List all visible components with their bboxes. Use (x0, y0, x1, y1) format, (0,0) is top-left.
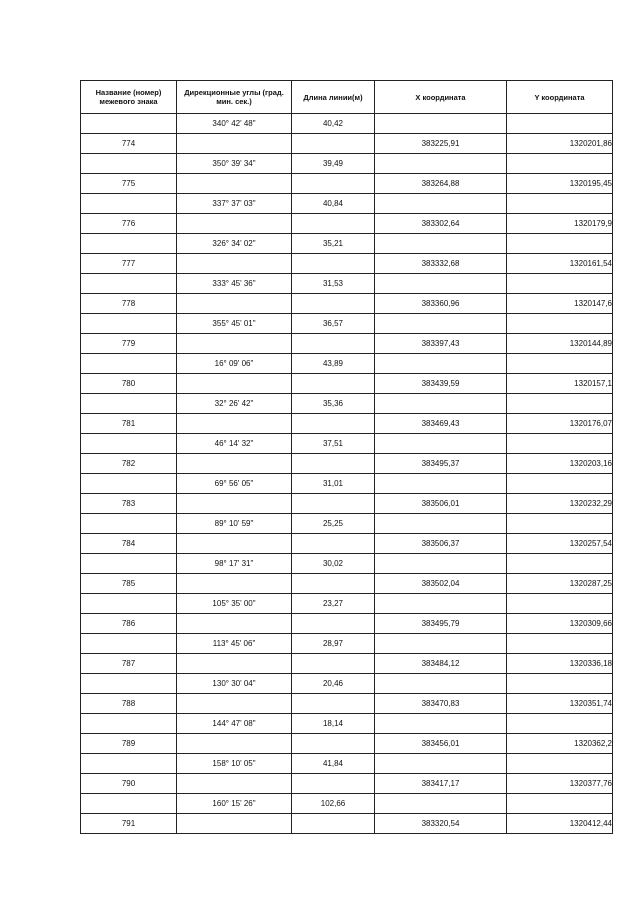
cell-length (292, 734, 375, 754)
cell-x: 383506,37 (375, 534, 507, 554)
cell-length: 25,25 (292, 514, 375, 534)
table-row-segment (81, 634, 613, 654)
cell-x (375, 754, 507, 774)
cell-x: 383439,59 (375, 374, 507, 394)
table-row-segment (81, 394, 613, 414)
cell-sign: 774 (81, 134, 177, 154)
cell-x: 383470,83 (375, 694, 507, 714)
table-row-point (81, 334, 613, 354)
cell-sign: 778 (81, 294, 177, 314)
cell-y: 1320144,89 (507, 334, 613, 354)
cell-x: 383302,64 (375, 214, 507, 234)
cell-sign (81, 154, 177, 174)
cell-sign: 789 (81, 734, 177, 754)
cell-angle (177, 574, 292, 594)
table-row-segment (81, 714, 613, 734)
cell-length (292, 414, 375, 434)
cell-angle: 130° 30' 04" (177, 674, 292, 694)
cell-length (292, 494, 375, 514)
cell-sign (81, 674, 177, 694)
table-row-point (81, 774, 613, 794)
cell-x (375, 634, 507, 654)
cell-y (507, 594, 613, 614)
cell-angle: 69° 56' 05" (177, 474, 292, 494)
cell-sign (81, 394, 177, 414)
cell-length (292, 654, 375, 674)
cell-angle (177, 654, 292, 674)
cell-y (507, 194, 613, 214)
cell-y: 1320195,45 (507, 174, 613, 194)
cell-angle: 16° 09' 06" (177, 354, 292, 374)
cell-y (507, 514, 613, 534)
cell-angle: 98° 17' 31" (177, 554, 292, 574)
cell-length (292, 334, 375, 354)
cell-x (375, 714, 507, 734)
header-x: X координата (375, 81, 507, 114)
table-row-segment (81, 594, 613, 614)
cell-y: 1320377,76 (507, 774, 613, 794)
cell-sign (81, 514, 177, 534)
cell-angle (177, 294, 292, 314)
cell-sign (81, 754, 177, 774)
cell-x: 383264,88 (375, 174, 507, 194)
table-row-segment (81, 554, 613, 574)
table-row-segment (81, 314, 613, 334)
table-row-segment (81, 514, 613, 534)
cell-y: 1320147,6 (507, 294, 613, 314)
cell-sign: 776 (81, 214, 177, 234)
cell-x (375, 314, 507, 334)
cell-y: 1320157,1 (507, 374, 613, 394)
cell-sign: 783 (81, 494, 177, 514)
cell-y: 1320362,2 (507, 734, 613, 754)
cell-y: 1320412,44 (507, 814, 613, 834)
cell-sign (81, 194, 177, 214)
cell-y: 1320179,9 (507, 214, 613, 234)
cell-sign: 780 (81, 374, 177, 394)
cell-x: 383495,79 (375, 614, 507, 634)
cell-sign (81, 434, 177, 454)
cell-y: 1320201,86 (507, 134, 613, 154)
cell-y (507, 234, 613, 254)
cell-angle (177, 214, 292, 234)
cell-length (292, 254, 375, 274)
cell-length: 37,51 (292, 434, 375, 454)
table-row-point (81, 494, 613, 514)
cell-x (375, 234, 507, 254)
cell-sign (81, 234, 177, 254)
cell-length (292, 174, 375, 194)
cell-y (507, 754, 613, 774)
table-row-segment (81, 194, 613, 214)
cell-x: 383320,54 (375, 814, 507, 834)
cell-sign (81, 314, 177, 334)
cell-sign: 787 (81, 654, 177, 674)
cell-length (292, 294, 375, 314)
header-sign: Название (номер) межевого знака (81, 81, 177, 114)
cell-angle (177, 254, 292, 274)
cell-length (292, 454, 375, 474)
table-row-point (81, 574, 613, 594)
cell-sign (81, 474, 177, 494)
cell-x (375, 554, 507, 574)
cell-length (292, 574, 375, 594)
cell-x: 383469,43 (375, 414, 507, 434)
cell-sign: 777 (81, 254, 177, 274)
cell-length: 31,01 (292, 474, 375, 494)
cell-angle (177, 414, 292, 434)
cell-length: 40,84 (292, 194, 375, 214)
cell-angle: 350° 39' 34" (177, 154, 292, 174)
cell-x: 383495,37 (375, 454, 507, 474)
cell-sign: 790 (81, 774, 177, 794)
table-header-row (81, 81, 613, 114)
cell-x (375, 154, 507, 174)
cell-sign (81, 114, 177, 134)
cell-y (507, 674, 613, 694)
cell-sign: 788 (81, 694, 177, 714)
cell-x (375, 674, 507, 694)
cell-y: 1320257,54 (507, 534, 613, 554)
cell-y (507, 554, 613, 574)
table-row-point (81, 134, 613, 154)
cell-length: 18,14 (292, 714, 375, 734)
cell-length: 35,36 (292, 394, 375, 414)
cell-x: 383332,68 (375, 254, 507, 274)
cell-sign: 779 (81, 334, 177, 354)
cell-sign: 785 (81, 574, 177, 594)
cell-x: 383225,91 (375, 134, 507, 154)
cell-sign: 781 (81, 414, 177, 434)
table-row-point (81, 254, 613, 274)
table-row-segment (81, 354, 613, 374)
cell-length (292, 134, 375, 154)
cell-angle: 340° 42' 48" (177, 114, 292, 134)
cell-angle (177, 774, 292, 794)
cell-angle: 46° 14' 32" (177, 434, 292, 454)
cell-angle (177, 534, 292, 554)
cell-x (375, 274, 507, 294)
cell-length (292, 814, 375, 834)
cell-x: 383502,04 (375, 574, 507, 594)
cell-sign: 782 (81, 454, 177, 474)
cell-length: 39,49 (292, 154, 375, 174)
table-row-point (81, 654, 613, 674)
cell-x (375, 354, 507, 374)
cell-x: 383484,12 (375, 654, 507, 674)
coordinates-table (80, 80, 613, 834)
cell-angle: 89° 10' 59" (177, 514, 292, 534)
table-row-segment (81, 674, 613, 694)
cell-angle: 337° 37' 03" (177, 194, 292, 214)
header-length: Длина линии(м) (292, 81, 375, 114)
header-angle: Дирекционные углы (град. мин. сек.) (177, 81, 292, 114)
table-row-point (81, 534, 613, 554)
cell-x (375, 474, 507, 494)
cell-angle: 333° 45' 36" (177, 274, 292, 294)
cell-y: 1320336,18 (507, 654, 613, 674)
cell-length (292, 694, 375, 714)
cell-sign: 786 (81, 614, 177, 634)
cell-y (507, 434, 613, 454)
table-row-point (81, 614, 613, 634)
cell-x (375, 434, 507, 454)
cell-length: 41,84 (292, 754, 375, 774)
cell-y: 1320351,74 (507, 694, 613, 714)
cell-angle: 113° 45' 06" (177, 634, 292, 654)
cell-length: 102,66 (292, 794, 375, 814)
cell-x (375, 394, 507, 414)
cell-angle (177, 614, 292, 634)
cell-y (507, 354, 613, 374)
cell-angle: 160° 15' 26" (177, 794, 292, 814)
cell-y (507, 634, 613, 654)
table-row-segment (81, 274, 613, 294)
table-row-point (81, 694, 613, 714)
cell-sign (81, 714, 177, 734)
cell-angle (177, 694, 292, 714)
cell-x (375, 794, 507, 814)
table-row-point (81, 294, 613, 314)
cell-x: 383360,96 (375, 294, 507, 314)
cell-y (507, 154, 613, 174)
cell-x: 383397,43 (375, 334, 507, 354)
header-y: Y координата (507, 81, 613, 114)
cell-length: 36,57 (292, 314, 375, 334)
table-row-segment (81, 154, 613, 174)
table-row-point (81, 174, 613, 194)
cell-angle: 144° 47' 08" (177, 714, 292, 734)
cell-sign (81, 274, 177, 294)
cell-sign (81, 634, 177, 654)
cell-sign (81, 554, 177, 574)
cell-length (292, 374, 375, 394)
cell-y (507, 474, 613, 494)
cell-sign: 775 (81, 174, 177, 194)
cell-sign (81, 354, 177, 374)
cell-x (375, 194, 507, 214)
cell-angle (177, 334, 292, 354)
cell-length (292, 534, 375, 554)
table-row-point (81, 414, 613, 434)
cell-angle: 326° 34' 02" (177, 234, 292, 254)
cell-sign (81, 594, 177, 614)
document-page (80, 80, 612, 834)
cell-length (292, 774, 375, 794)
cell-y (507, 794, 613, 814)
cell-length: 20,46 (292, 674, 375, 694)
cell-length: 30,02 (292, 554, 375, 574)
cell-angle (177, 174, 292, 194)
table-row-point (81, 814, 613, 834)
cell-y: 1320232,29 (507, 494, 613, 514)
cell-x (375, 114, 507, 134)
cell-y: 1320309,66 (507, 614, 613, 634)
cell-angle (177, 134, 292, 154)
cell-x: 383417,17 (375, 774, 507, 794)
table-row-point (81, 214, 613, 234)
cell-angle (177, 454, 292, 474)
cell-length (292, 614, 375, 634)
cell-y: 1320176,07 (507, 414, 613, 434)
cell-length: 35,21 (292, 234, 375, 254)
cell-y (507, 314, 613, 334)
cell-sign (81, 794, 177, 814)
cell-length (292, 214, 375, 234)
table-row-segment (81, 114, 613, 134)
cell-y: 1320161,54 (507, 254, 613, 274)
cell-length: 23,27 (292, 594, 375, 614)
cell-angle (177, 814, 292, 834)
table-row-segment (81, 794, 613, 814)
table-row-segment (81, 434, 613, 454)
cell-x: 383506,01 (375, 494, 507, 514)
cell-angle: 32° 26' 42" (177, 394, 292, 414)
table-body (81, 114, 613, 834)
cell-y (507, 714, 613, 734)
cell-y (507, 274, 613, 294)
cell-x (375, 594, 507, 614)
table-row-point (81, 454, 613, 474)
cell-y: 1320203,16 (507, 454, 613, 474)
table-row-segment (81, 754, 613, 774)
cell-y (507, 394, 613, 414)
cell-angle: 105° 35' 00" (177, 594, 292, 614)
cell-angle (177, 374, 292, 394)
cell-y: 1320287,25 (507, 574, 613, 594)
cell-x: 383456,01 (375, 734, 507, 754)
table-row-segment (81, 474, 613, 494)
cell-y (507, 114, 613, 134)
table-row-point (81, 734, 613, 754)
cell-length: 28,97 (292, 634, 375, 654)
cell-x (375, 514, 507, 534)
cell-angle: 158° 10' 05" (177, 754, 292, 774)
cell-length: 40,42 (292, 114, 375, 134)
cell-sign: 791 (81, 814, 177, 834)
table-row-segment (81, 234, 613, 254)
cell-angle: 355° 45' 01" (177, 314, 292, 334)
cell-sign: 784 (81, 534, 177, 554)
cell-length: 43,89 (292, 354, 375, 374)
cell-angle (177, 494, 292, 514)
table-row-point (81, 374, 613, 394)
cell-length: 31,53 (292, 274, 375, 294)
cell-angle (177, 734, 292, 754)
